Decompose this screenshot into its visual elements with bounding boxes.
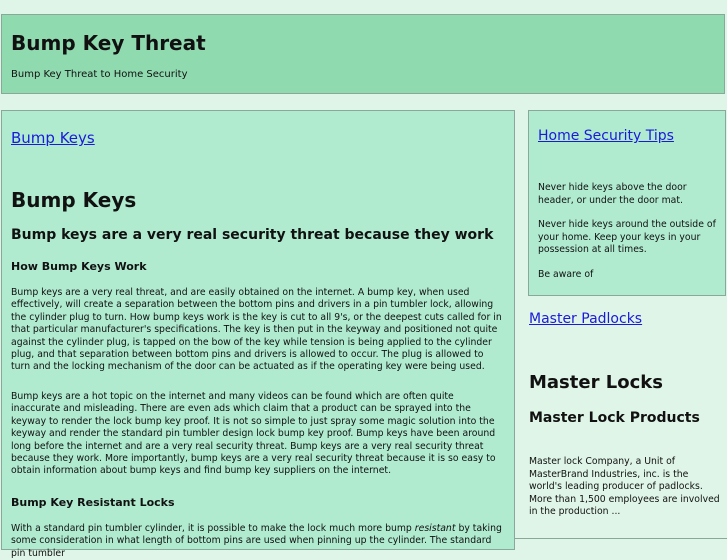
paragraph-hot-topic: Bump keys are a hot topic on the internet and many videos can be found which are often quite inaccurate and misleading. There are even ads which claim that a product can be sprayed into the keyway to render the lock bump key proof. It is not so simple to just spray some magic solution into the keyway and render the standard pin tumbler design lock bump key proof. Bump keys have been around long before the internet and are a very real security threat. Bump keys are a very real security threat because they work. More importantly, bump keys are a very real security threat because it is so easy to obtain information about bump keys and find bump key suppliers on the internet. [11,391,496,477]
site-title[interactable]: Bump Key Threat [11,31,206,55]
resistant-locks-heading: Bump Key Resistant Locks [11,496,175,509]
paragraph-resistant-emphasis: resistant [414,523,456,534]
divider [515,538,727,539]
master-locks-heading: Master Locks [529,372,663,393]
paragraph-resistant [11,523,505,560]
tip-item: Never hide keys above the door header, or under the door mat. [538,182,687,206]
master-padlocks-link[interactable]: Master Padlocks [529,311,643,327]
article-subheading: Bump keys are a very real security threat because they work [11,227,494,243]
site-tagline: Bump Key Threat to Home Security [11,69,188,80]
paragraph-resistant-start: With a standard pin tumbler cylinder, it is possible to make the lock much more bump [11,523,415,534]
home-security-tips-link[interactable]: Home Security Tips [538,128,674,144]
paragraph-how: Bump keys are a very real threat, and are easily obtained on the internet. A bump key, when used effectively, will create a separation between the bottom pins and drivers in a pin tumbler lock, allowing the cylinder plug to turn. How bump keys work is the key is cut to all 9's, or the deepest cuts called for in that particular manufacturer's specifications. The key is then put in the keyway and positioned not quite against the cylinder plug, is tapped on the bow of the key while tension is being applied to the cylinder plug, and that separation between bottom pins and drivers is allowed to occur. The plug is allowed to turn and the locking mechanism of the door can be actuated as if the operating key were being used. [11,287,502,373]
home-security-tips-box [528,110,726,296]
main-content [1,110,515,559]
master-lock-company-text: Master lock Company, a Unit of MasterBrand Industries, inc. is the world's leading producer of padlocks. More than 1,500 employees are involved in the production ... [529,456,720,518]
paragraph-resistant-end: by taking some consideration in what length of bottom pins are used when pinning up the cylinder. The standard pin tumbler [11,523,502,559]
bump-keys-link[interactable]: Bump Keys [11,129,95,147]
tip-item: Never hide keys around the outside of your home. Keep your keys in your possession at all times. [538,219,716,256]
tip-item: Be aware of [538,269,594,280]
master-lock-products-heading: Master Lock Products [529,410,700,426]
article-heading: Bump Keys [11,188,137,212]
site-header [1,14,725,94]
how-bump-keys-work-heading: How Bump Keys Work [11,260,147,273]
